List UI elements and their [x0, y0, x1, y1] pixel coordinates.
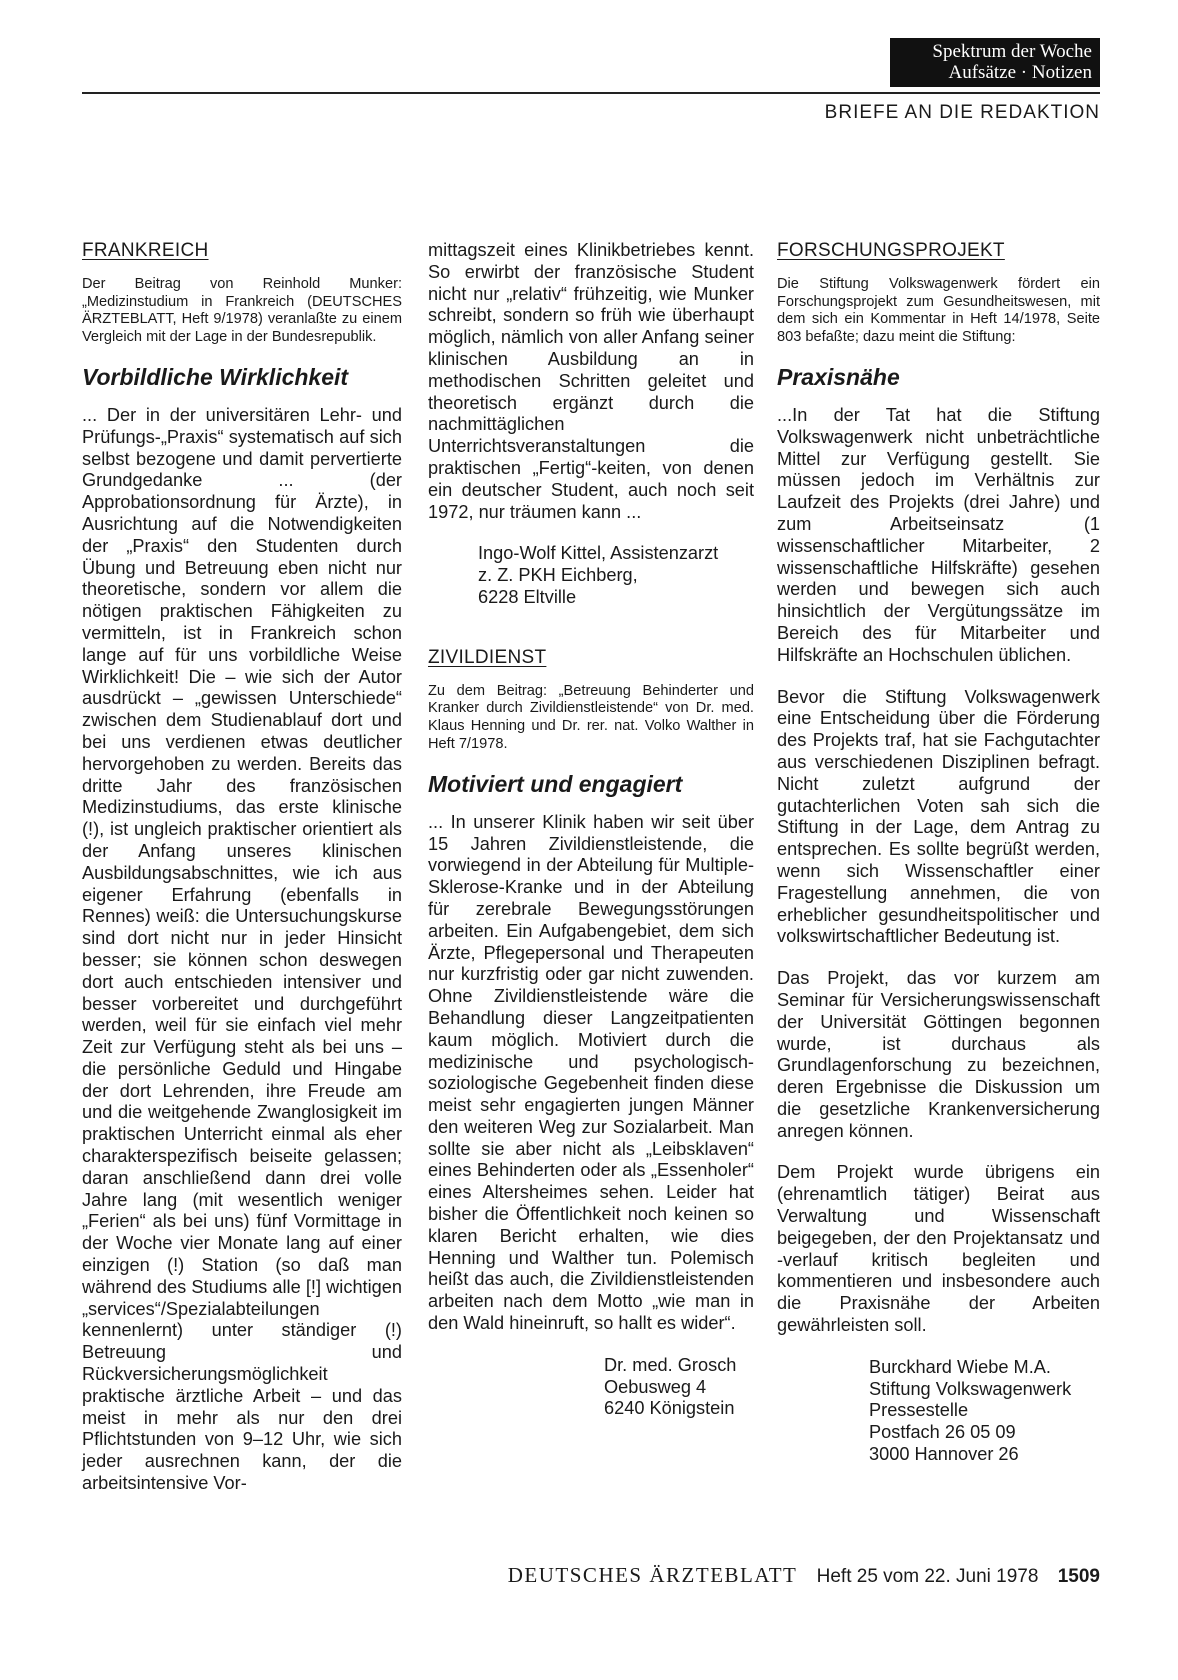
signature-line: Oebusweg 4 — [604, 1376, 707, 1397]
signature-kittel — [428, 543, 754, 608]
signature-line: Pressestelle — [869, 1400, 969, 1421]
letter-heading: Vorbildliche Wirklichkeit — [82, 363, 349, 390]
page-footer — [508, 1563, 1100, 1588]
letter-intro: Der Beitrag von Reinhold Munker: „Medizinstudium in Frankreich (DEUTSCHES ÄRZTEBLATT, Heft 9/1978) veranlaßte zu einem Vergleich mit der Lage in der Bundesrepublik. — [82, 275, 402, 346]
page-number: 1509 — [1057, 1566, 1100, 1587]
signature-line: Dr. med. Grosch — [604, 1354, 737, 1375]
magazine-section-box — [890, 38, 1100, 87]
signature-line: 3000 Hannover 26 — [869, 1444, 1019, 1465]
column-1 — [82, 240, 402, 1495]
section-title: BRIEFE AN DIE REDAKTION — [824, 102, 1100, 123]
section-box-line2: Aufsätze · Notizen — [948, 62, 1092, 83]
column-3 — [777, 240, 1100, 1466]
header-rule — [82, 92, 1100, 94]
letter-paragraph: Dem Projekt wurde übrigens ein (ehrenamtlich tätiger) Beirat aus Verwaltung und Wissenschaft beigegeben, der den Projektansatz und -verlauf kritisch begleiten und kommentieren und insbesondere auch die Praxisnähe der Arbeiten gewährleisten soll. — [777, 1162, 1100, 1336]
rubric-frankreich: FRANKREICH — [82, 240, 209, 261]
signature-line: Stiftung Volkswagenwerk — [869, 1378, 1072, 1399]
letter-body: ... Der in der universitären Lehr- und Prüfungs-„Praxis“ systematisch auf sich selbst bezogene und damit pervertierte Grundgedanke ... (der Approbationsordnung für Ärzte), in Ausrichtung auf die Notwendigkeiten der „Praxis“ den Studenten durch Übung und Betreuung eben nicht nur theoretische, sondern vor allem die nötigen praktischen Fähigkeiten zu vermitteln, ist in Frankreich schon lange auf für uns vorbildliche Weise Wirklichkeit! Die – wie sich der Autor ausdrückt – „gewissen Unterschiede“ zwischen dem Studienablauf dort und bei uns verdienen etwas deutlicher hervorgehoben zu werden. Bereits das dritte Jahr des französischen Medizinstudiums, das erste klinische (!), ist ungleich praktischer orientiert als der Anfang unseres klinischen Ausbildungsabschnittes, wie ich aus eigener Erfahrung (ebenfalls in Rennes) weiß: die Untersuchungskurse sind dort nicht nur in jeder Hinsicht besser; sie können schon deswegen dort auch entschieden intensiver und besser vorbereitet und durchgeführt werden, weil für sie einfach viel mehr Zeit zur Verfügung steht als bei uns – die persönliche Geduld und Hingabe der dort Lehrenden, ihre Freude am und die weitgehende Zwanglosigkeit im praktischen Unterricht einmal als eher charakterspezifisch beiseite gelassen; daran anschließend dann drei volle Jahre lang (mit wesentlich weniger „Ferien“ als bei uns) fünf Vormittage in der Woche vier Monate lang auf einer einzigen (!) Station (so daß man während des Studiums alle [!] wichtigen „services“/Spezialabteilungen kennenlernt) unter ständiger (!) Betreuung und Rückversicherungsmöglichkeit praktische ärztliche Arbeit – und das meist in mehr als nur den drei Pflichtstunden von 9–12 Uhr, wie sich jeder ausrechnen kann, der die arbeitsintensive Vor- — [82, 404, 402, 1494]
letter-heading: Praxisnähe — [777, 363, 900, 390]
letter-paragraph: ...In der Tat hat die Stiftung Volkswagenwerk nicht unbeträchtliche Mittel zur Verfügung gestellt. Sie müssen jedoch im Verhältnis zur Laufzeit des Projekts (drei Jahre) und zum Arbeitseinsatz (1 wissenschaftlicher Mitarbeiter, 2 wissenschaftliche Hilfskräfte) gesehen werden und bewegen sich auch hinsichtlich der Vergütungssätze im Bereich des für Mitarbeiter und Hilfskräfte an Hochschulen üblichen. — [777, 404, 1100, 665]
signature-line: Ingo-Wolf Kittel, Assistenzarzt — [478, 543, 719, 564]
issue-info: Heft 25 vom 22. Juni 1978 — [816, 1566, 1039, 1587]
letter-intro: Zu dem Beitrag: „Betreuung Behinderter und Kranker durch Zivildienstleistende“ von Dr. med. Klaus Henning und Dr. rer. nat. Volko Walther in Heft 7/1978. — [428, 682, 754, 752]
letter-body: ... In unserer Klinik haben wir seit über 15 Jahren Zivildienstleistende, die vorwiegend in der Abteilung für Multiple-Sklerose-Kranke und in der Abteilung für zerebrale Bewegungsstörungen arbeiten. Ein Aufgabengebiet, dem sich Ärzte, Pflegepersonal und Therapeuten nur kurzfristig oder gar nicht zuwenden. Ohne Zivildienstleistende wäre die Behandlung dieser Langzeitpatienten kaum möglich. Motiviert durch die medizinische und psychologisch-soziologische Gegebenheit finden diese meist sehr engagierten jungen Männer den weiteren Weg zur Sozialarbeit. Man sollte sie aber nicht als „Leibsklaven“ eines Behinderten oder als „Essenholer“ eines Altersheimes sehen. Leider hat bisher die Öffentlichkeit noch keinen so klaren Bericht erhalten, wie dies Henning und Walther tun. Polemisch heißt das auch, die Zivildienstleistenden arbeiten nach dem Motto „wie man in den Wald hineinruft, so hallt es wider“. — [428, 811, 754, 1334]
letter-paragraph: Das Projekt, das vor kurzem am Seminar für Versicherungswissenschaft der Universität Göttingen begonnen wurde, ist durchaus als Grundlagenforschung zu bezeichnen, deren Ergebnisse die Diskussion um die gesetzliche Krankenversicherung anregen können. — [777, 968, 1100, 1141]
signature-grosch — [428, 1355, 754, 1420]
signature-line: 6240 Königstein — [604, 1398, 735, 1419]
letter-paragraph: Bevor die Stiftung Volkswagenwerk eine Entscheidung über die Förderung des Projekts traf, hat sie Fachgutachter aus verschiedenen Disziplinen befragt. Nicht zuletzt aufgrund der gutachterlichen Voten sah sich die Stiftung in der Lage, dem Antrag zu entsprechen. Es sollte begrüßt werden, wenn sich Wissenschaftler einer Fragestellung annehmen, die von erheblicher gesundheitspolitischer und volkswirtschaftlicher Bedeutung ist. — [777, 686, 1100, 947]
rubric-forschungsprojekt: FORSCHUNGSPROJEKT — [777, 240, 1005, 261]
column-2 — [428, 240, 754, 1420]
signature-line: Burckhard Wiebe M.A. — [869, 1356, 1051, 1377]
signature-wiebe — [777, 1357, 1100, 1466]
letter-intro: Die Stiftung Volkswagenwerk fördert ein Forschungsprojekt zum Gesundheitswesen, mit dem sich ein Kommentar in Heft 14/1978, Seite 803 befaßte; dazu meint die Stiftung: — [777, 275, 1100, 346]
magazine-name: DEUTSCHES ÄRZTEBLATT — [507, 1563, 798, 1587]
letter-body-continued: mittagszeit eines Klinikbetriebes kennt. So erwirbt der französische Student nicht nur „relativ“ frühzeitig, wie Munker schreibt, sondern so früh wie überhaupt möglich, nämlich von aller Anfang seiner klinischen Ausbildung an in methodischen Schritten geleitet und theoretisch ergänzt durch die nachmittäglichen Unterrichtsveranstaltungen die praktischen „Fertig“-keiten, von denen ein deutscher Student, auch noch seit 1972, nur träumen kann ... — [428, 240, 754, 522]
signature-line: 6228 Eltville — [478, 586, 577, 607]
signature-line: Postfach 26 05 09 — [869, 1422, 1016, 1443]
section-box-line1: Spektrum der Woche — [932, 41, 1092, 62]
rubric-zivildienst: ZIVILDIENST — [428, 646, 547, 668]
signature-line: z. Z. PKH Eichberg, — [478, 565, 638, 586]
letter-heading: Motiviert und engagiert — [428, 770, 683, 797]
